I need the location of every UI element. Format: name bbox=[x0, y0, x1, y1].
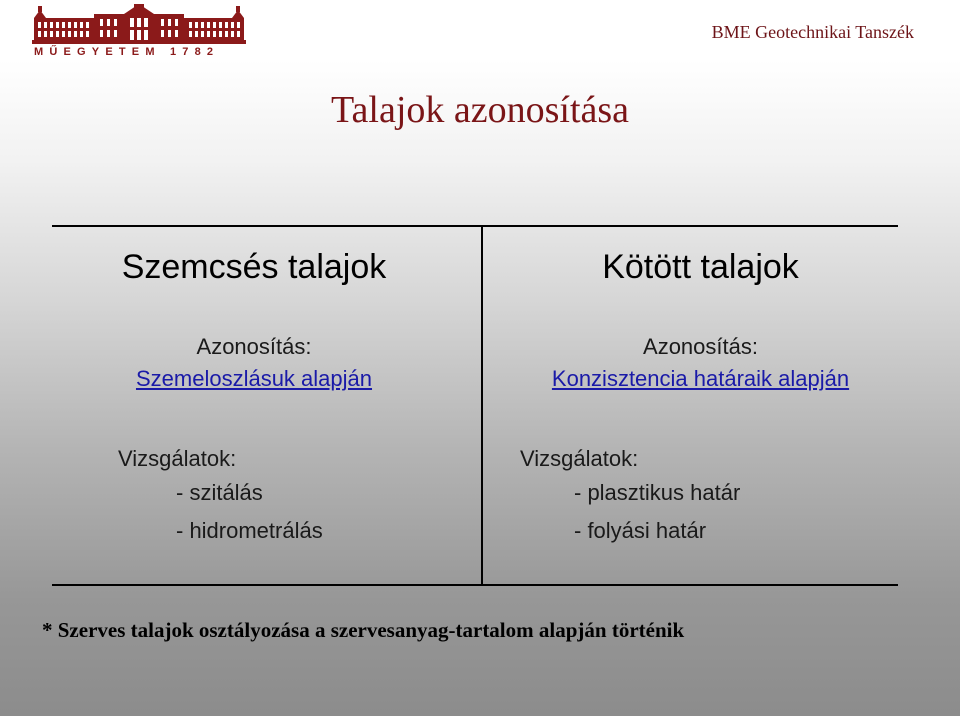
tests-label-right: Vizsgálatok: bbox=[520, 446, 639, 471]
slide-title: Talajok azonosítása bbox=[330, 89, 630, 131]
identification-label: Azonosítás: bbox=[643, 334, 758, 359]
table-bottom-rule bbox=[52, 584, 898, 586]
identification-label: Azonosítás: bbox=[196, 334, 312, 359]
footnote-organic-soils: * Szerves talajok osztályozása a szervesanyag-tartalom alapján történik bbox=[42, 618, 685, 642]
test-item-sieving: - szitálás bbox=[176, 480, 263, 505]
logo-text: MŰEGYETEM 1782 bbox=[34, 46, 220, 58]
identification-left bbox=[52, 331, 456, 395]
grain-size-link[interactable]: Szemeloszlásuk alapján bbox=[135, 366, 373, 391]
heading-granular-soils: Szemcsés talajok bbox=[121, 248, 387, 286]
department-name: BME Geotechnikai Tanszék bbox=[711, 22, 914, 42]
heading-cohesive-soils: Kötött talajok bbox=[602, 248, 799, 286]
tests-label-left: Vizsgálatok: bbox=[118, 446, 237, 471]
identification-right bbox=[483, 331, 918, 395]
table-top-rule bbox=[52, 225, 898, 227]
test-item-hydrometer: - hidrometrálás bbox=[176, 518, 323, 543]
test-item-liquid-limit: - folyási határ bbox=[574, 518, 707, 543]
test-item-plastic-limit: - plasztikus határ bbox=[574, 480, 741, 505]
consistency-limits-link[interactable]: Konzisztencia határaik alapján bbox=[551, 366, 850, 391]
